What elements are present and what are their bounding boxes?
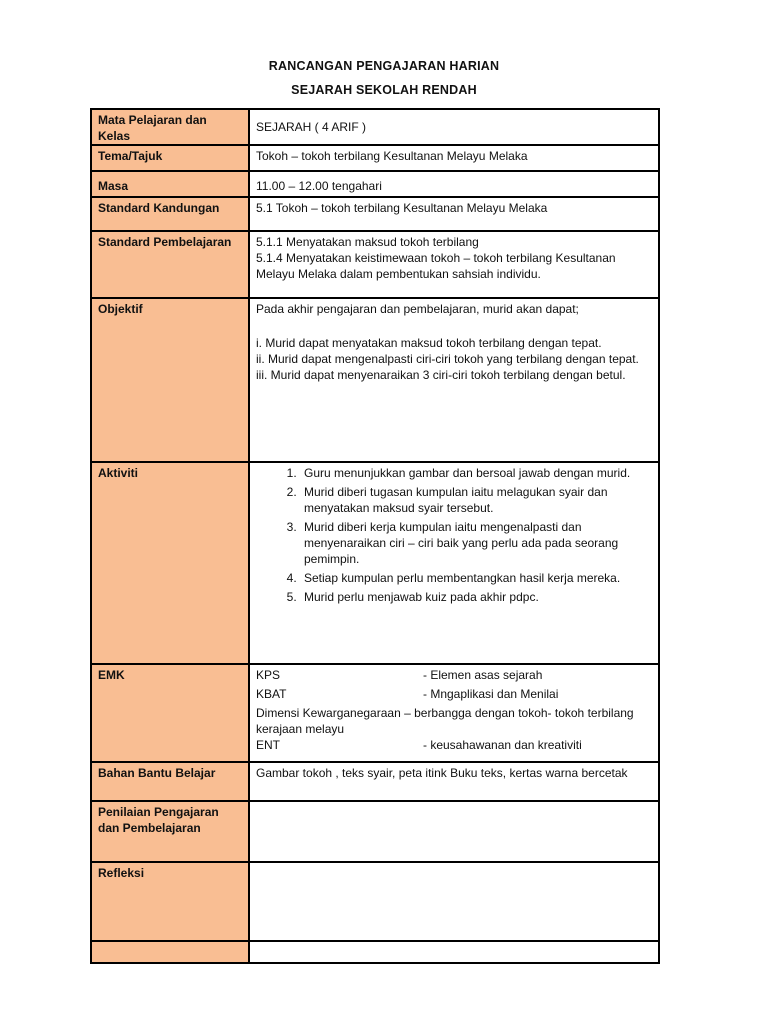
row-objektif — [91, 298, 659, 462]
row-standard-pembelajaran — [91, 231, 659, 298]
aktiviti-item: 1. Guru menunjukkan gambar dan bersoal jawab dengan murid. — [300, 465, 652, 481]
value-mata-pelajaran: SEJARAH ( 4 ARIF ) — [249, 109, 659, 145]
sp-line-1: 5.1.1 Menyatakan maksud tokoh terbilang — [256, 235, 479, 249]
value-masa: 11.00 – 12.00 tengahari — [249, 171, 659, 197]
row-refleksi — [91, 862, 659, 941]
aktiviti-list — [256, 465, 652, 605]
value-refleksi — [249, 862, 659, 941]
row-standard-kandungan — [91, 197, 659, 231]
value-standard-kandungan: 5.1 Tokoh – tokoh terbilang Kesultanan Melayu Melaka — [249, 197, 659, 231]
label-standard-kandungan: Standard Kandungan — [91, 197, 249, 231]
emk-ent-key: ENT — [256, 738, 280, 752]
value-objektif — [249, 298, 659, 462]
emk-kbat-key: KBAT — [256, 687, 287, 701]
objektif-intro: Pada akhir pengajaran dan pembelajaran, murid akan dapat; — [256, 302, 579, 316]
label-penilaian: Penilaian Pengajaran dan Pembelajaran — [91, 801, 249, 862]
row-emk — [91, 664, 659, 762]
aktiviti-item: 2. Murid diberi tugasan kumpulan iaitu melagukan syair dan menyatakan maksud syair tersebut. — [300, 484, 652, 516]
label-objektif: Objektif — [91, 298, 249, 462]
value-aktiviti — [249, 462, 659, 664]
row-penilaian — [91, 801, 659, 862]
row-aktiviti — [91, 462, 659, 664]
label-emk: EMK — [91, 664, 249, 762]
document-title: RANCANGAN PENGAJARAN HARIAN — [268, 59, 500, 73]
aktiviti-item: 4. Setiap kumpulan perlu membentangkan hasil kerja mereka. — [300, 570, 652, 586]
row-empty — [91, 941, 659, 963]
value-emk — [249, 664, 659, 762]
aktiviti-item: 5. Murid perlu menjawab kuiz pada akhir pdpc. — [300, 589, 652, 605]
label-bahan: Bahan Bantu Belajar — [91, 762, 249, 801]
emk-ent-desc: - keusahawanan dan kreativiti — [423, 738, 582, 752]
label-refleksi: Refleksi — [91, 862, 249, 941]
emk-dimensi: Dimensi Kewarganegaraan – berbangga dengan tokoh- tokoh terbilang kerajaan melayu — [256, 706, 634, 736]
emk-kps-desc: - Elemen asas sejarah — [423, 668, 543, 682]
emk-kbat-desc: - Mngaplikasi dan Menilai — [423, 687, 559, 701]
objektif-item: i. Murid dapat menyatakan maksud tokoh terbilang dengan tepat. — [256, 336, 602, 350]
label-masa: Masa — [91, 171, 249, 197]
objektif-item: iii. Murid dapat menyenaraikan 3 ciri-ciri tokoh terbilang dengan betul. — [256, 368, 626, 382]
row-tema — [91, 145, 659, 171]
value-tema: Tokoh – tokoh terbilang Kesultanan Melayu Melaka — [249, 145, 659, 171]
objektif-list — [256, 335, 652, 383]
objektif-item: ii. Murid dapat mengenalpasti ciri-ciri tokoh yang terbilang dengan tepat. — [256, 352, 639, 366]
emk-kps-key: KPS — [256, 668, 281, 682]
lesson-plan-table — [90, 108, 660, 964]
emk-kbat — [256, 686, 652, 702]
row-masa — [91, 171, 659, 197]
emk-kps — [256, 667, 652, 683]
label-empty — [91, 941, 249, 963]
value-bahan: Gambar tokoh , teks syair, peta itink Buku teks, kertas warna bercetak — [249, 762, 659, 801]
label-standard-pembelajaran: Standard Pembelajaran — [91, 231, 249, 298]
sp-line-2: 5.1.4 Menyatakan keistimewaan tokoh – tokoh terbilang Kesultanan Melayu Melaka dalam pembentukan sahsiah individu. — [256, 251, 616, 281]
label-tema: Tema/Tajuk — [91, 145, 249, 171]
label-aktiviti: Aktiviti — [91, 462, 249, 664]
row-bahan — [91, 762, 659, 801]
document-subtitle: SEJARAH SEKOLAH RENDAH — [291, 83, 477, 97]
emk-ent — [256, 737, 652, 753]
value-standard-pembelajaran — [249, 231, 659, 298]
value-penilaian — [249, 801, 659, 862]
label-mata-pelajaran: Mata Pelajaran dan Kelas — [91, 109, 249, 145]
value-empty — [249, 941, 659, 963]
aktiviti-item: 3. Murid diberi kerja kumpulan iaitu mengenalpasti dan menyenaraikan ciri – ciri baik yang perlu ada pada seorang pemimpin. — [300, 519, 652, 567]
row-mata-pelajaran — [91, 109, 659, 145]
